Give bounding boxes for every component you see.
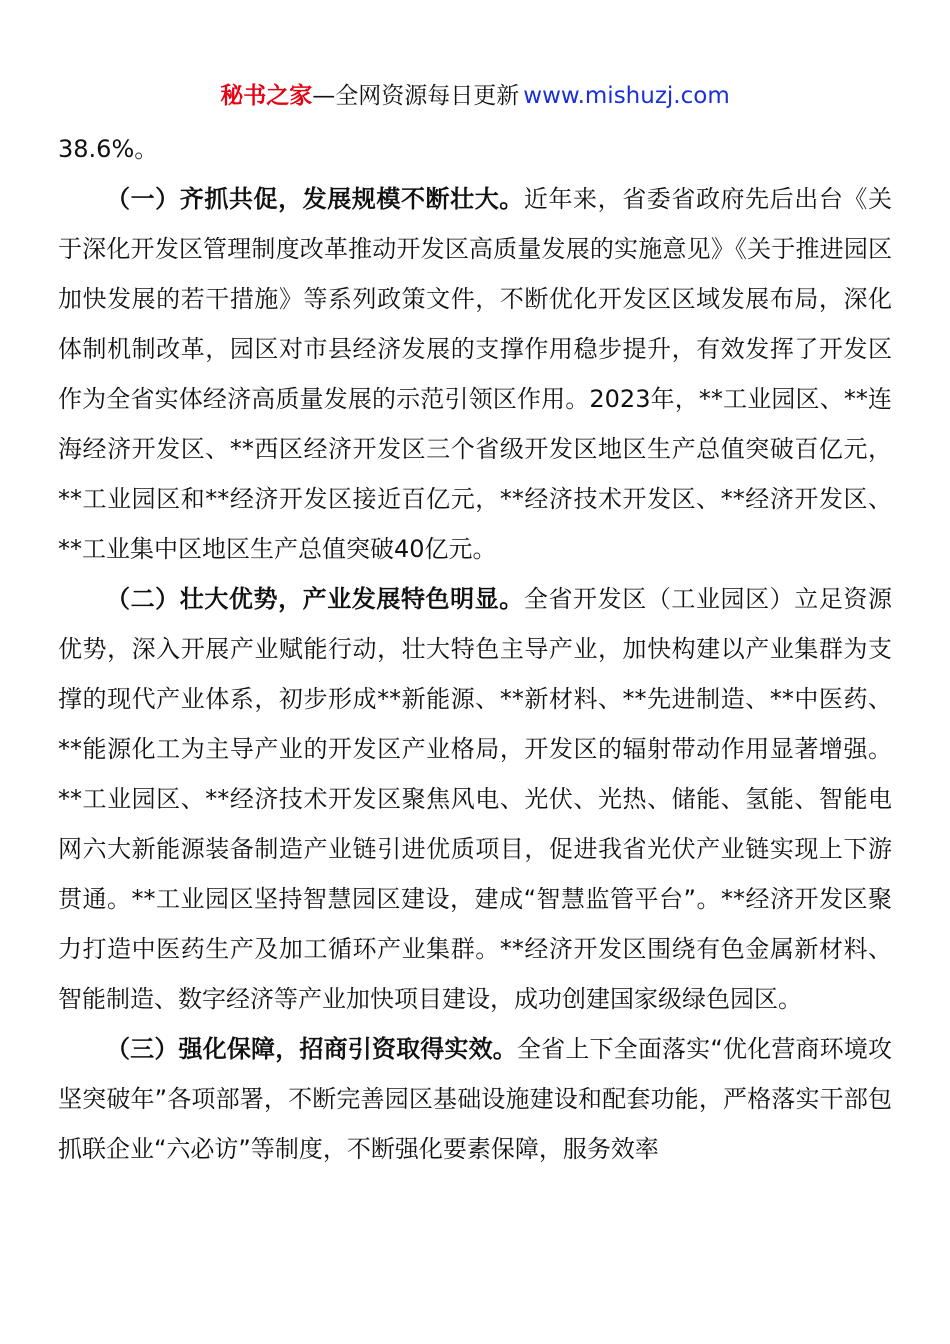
section-paragraph-1 bbox=[58, 174, 892, 574]
document-body bbox=[58, 124, 892, 1174]
site-header bbox=[0, 80, 950, 112]
section-heading-2: （二）壮大优势，产业发展特色明显。 bbox=[106, 585, 524, 613]
site-tagline: —全网资源每日更新 bbox=[312, 83, 520, 109]
lead-text: 38.6%。 bbox=[58, 135, 159, 163]
section-heading-1: （一）齐抓共促，发展规模不断壮大。 bbox=[106, 185, 524, 213]
site-url-link[interactable]: www.mishuzj.com bbox=[523, 83, 730, 109]
section-paragraph-2 bbox=[58, 574, 892, 1024]
section-body-2: 全省开发区（工业园区）立足资源优势，深入开展产业赋能行动，壮大特色主导产业，加快构建以产业集群为支撑的现代产业体系，初步形成**新能源、**新材料、**先进制造、**中医药、**能源化工为主导产业的开发区产业格局，开发区的辐射带动作用显著增强。**工业园区、**经济技术开发区聚焦风电、光伏、光热、储能、氢能、智能电网六大新能源装备制造产业链引进优质项目，促进我省光伏产业链实现上下游贯通。**工业园区坚持智慧园区建设，建成“智慧监管平台”。**经济开发区聚力打造中医药生产及加工循环产业集群。**经济开发区围绕有色金属新材料、智能制造、数字经济等产业加快项目建设，成功创建国家级绿色园区。 bbox=[58, 585, 893, 1013]
section-paragraph-3 bbox=[58, 1024, 892, 1174]
site-brand: 秘书之家 bbox=[220, 83, 313, 109]
section-body-1: 近年来，省委省政府先后出台《关于深化开发区管理制度改革推动开发区高质量发展的实施意见》《关于推进园区加快发展的若干措施》等系列政策文件，不断优化开发区区域发展布局，深化体制机制改革，园区对市县经济发展的支撑作用稳步提升，有效发挥了开发区作为全省实体经济高质量发展的示范引领区作用。2023年，**工业园区、**连海经济开发区、**西区经济开发区三个省级开发区地区生产总值突破百亿元，**工业园区和**经济开发区接近百亿元，**经济技术开发区、**经济开发区、**工业集中区地区生产总值突破40亿元。 bbox=[58, 185, 893, 563]
section-body-3: 全省上下全面落实“优化营商环境攻坚突破年”各项部署，不断完善园区基础设施建设和配套功能，严格落实干部包抓联企业“六必访”等制度，不断强化要素保障，服务效率 bbox=[58, 1035, 893, 1163]
section-heading-3: （三）强化保障，招商引资取得实效。 bbox=[106, 1035, 517, 1063]
